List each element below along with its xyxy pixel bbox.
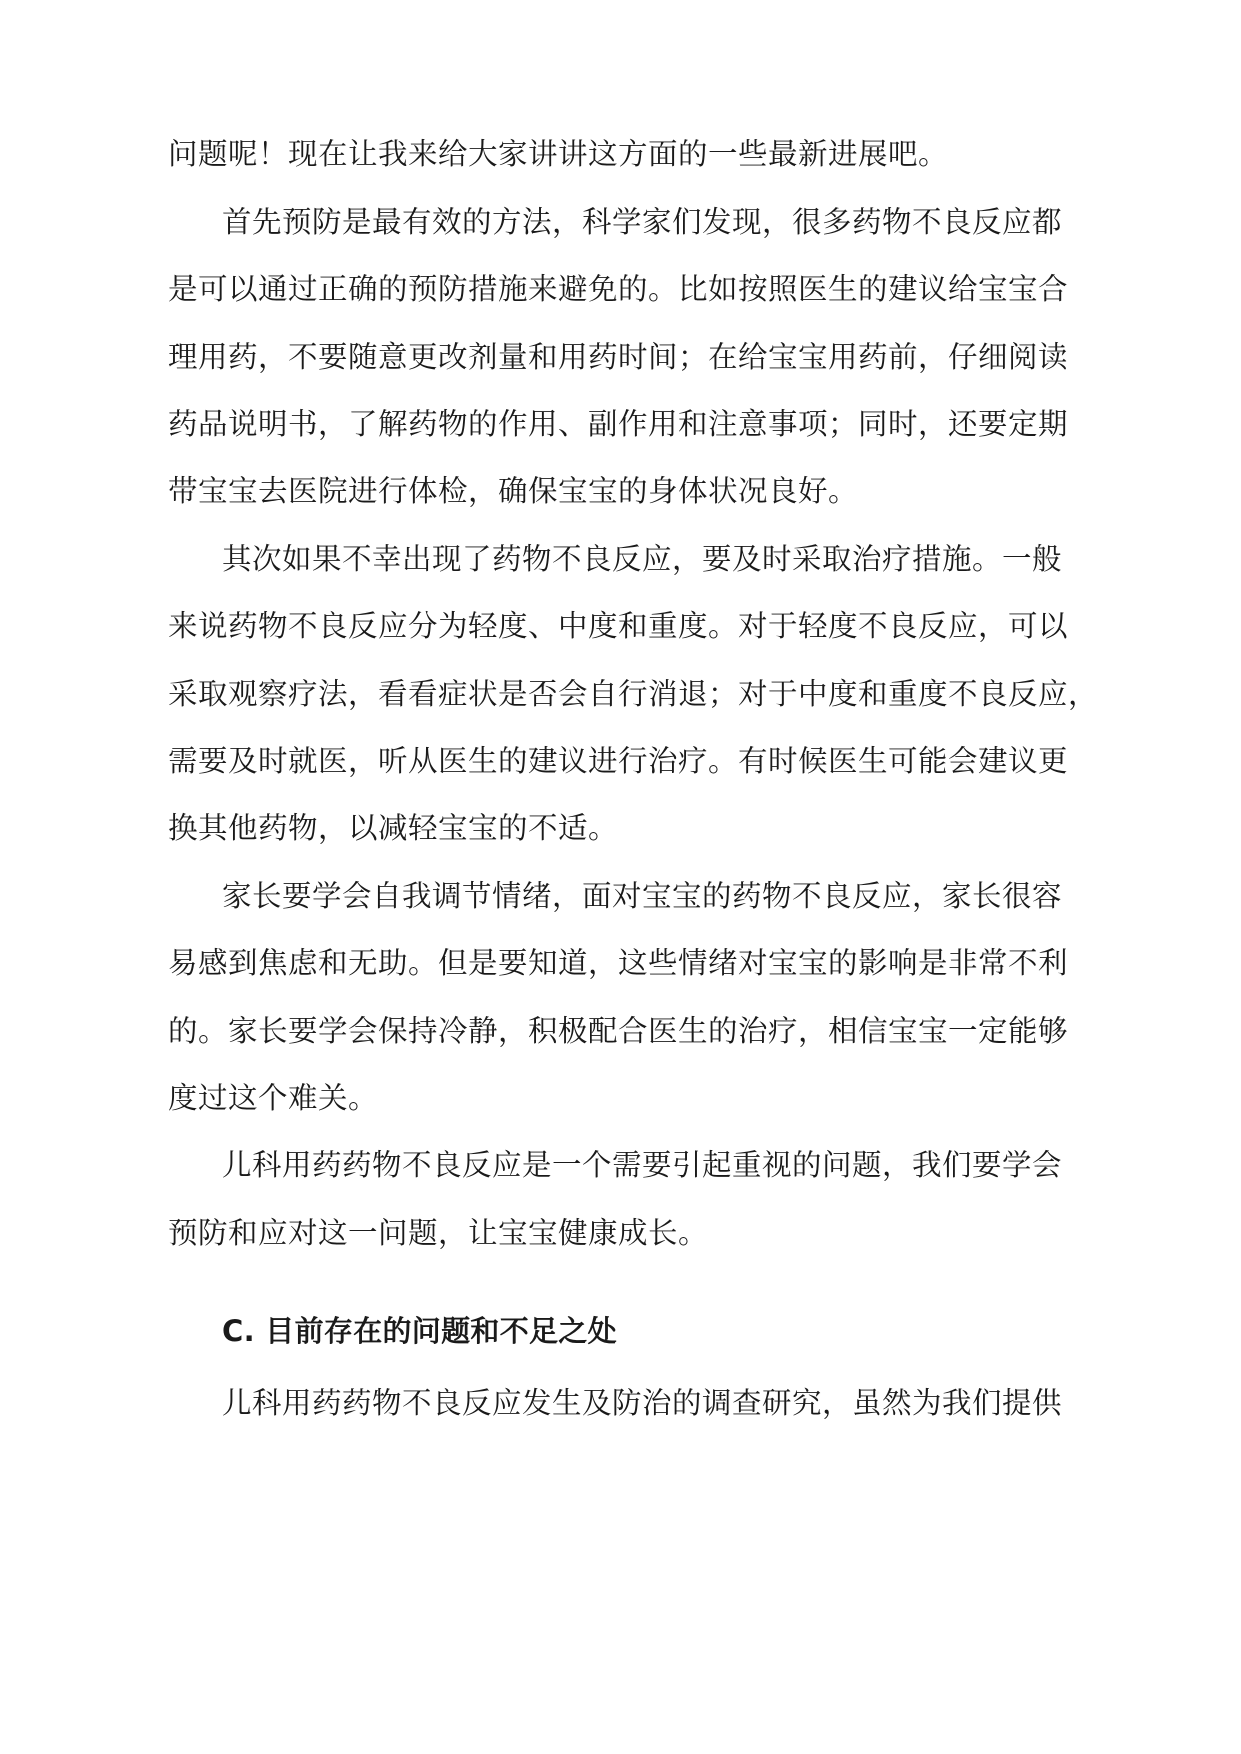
text-line: 理用药，不要随意更改剂量和用药时间；在给宝宝用药前，仔细阅读: [168, 340, 1069, 374]
text-line: 预防和应对这一问题，让宝宝健康成长。: [168, 1216, 709, 1250]
text-line: 采取观察疗法，看看症状是否会自行消退；对于中度和重度不良反应，: [168, 677, 1099, 711]
text-line: 度过这个难关。: [168, 1081, 379, 1115]
text-line: 带宝宝去医院进行体检，确保宝宝的身体状况良好。: [168, 474, 859, 508]
paragraph-first-line: 儿科用药药物不良反应发生及防治的调查研究，虽然为我们提供: [222, 1386, 1063, 1420]
text-line: 是可以通过正确的预防措施来避免的。比如按照医生的建议给宝宝合: [168, 272, 1069, 306]
paragraph-first-line: 其次如果不幸出现了药物不良反应，要及时采取治疗措施。一般: [222, 542, 1063, 576]
text-line: 来说药物不良反应分为轻度、中度和重度。对于轻度不良反应，可以: [168, 609, 1069, 643]
text-line: 的。家长要学会保持冷静，积极配合医生的治疗，相信宝宝一定能够: [168, 1014, 1069, 1048]
text-line: 换其他药物，以减轻宝宝的不适。: [168, 811, 619, 845]
paragraph-first-line: 儿科用药药物不良反应是一个需要引起重视的问题，我们要学会: [222, 1148, 1063, 1182]
paragraph-first-line: 家长要学会自我调节情绪，面对宝宝的药物不良反应，家长很容: [222, 879, 1063, 913]
text-line: 易感到焦虑和无助。但是要知道，这些情绪对宝宝的影响是非常不利: [168, 946, 1069, 980]
text-line: 问题呢！现在让我来给大家讲讲这方面的一些最新进展吧。: [168, 137, 949, 171]
section-heading: C. 目前存在的问题和不足之处: [222, 1314, 617, 1348]
text-line: 药品说明书，了解药物的作用、副作用和注意事项；同时，还要定期: [168, 407, 1069, 441]
paragraph-first-line: 首先预防是最有效的方法，科学家们发现，很多药物不良反应都: [222, 205, 1063, 239]
text-line: 需要及时就医，听从医生的建议进行治疗。有时候医生可能会建议更: [168, 744, 1069, 778]
